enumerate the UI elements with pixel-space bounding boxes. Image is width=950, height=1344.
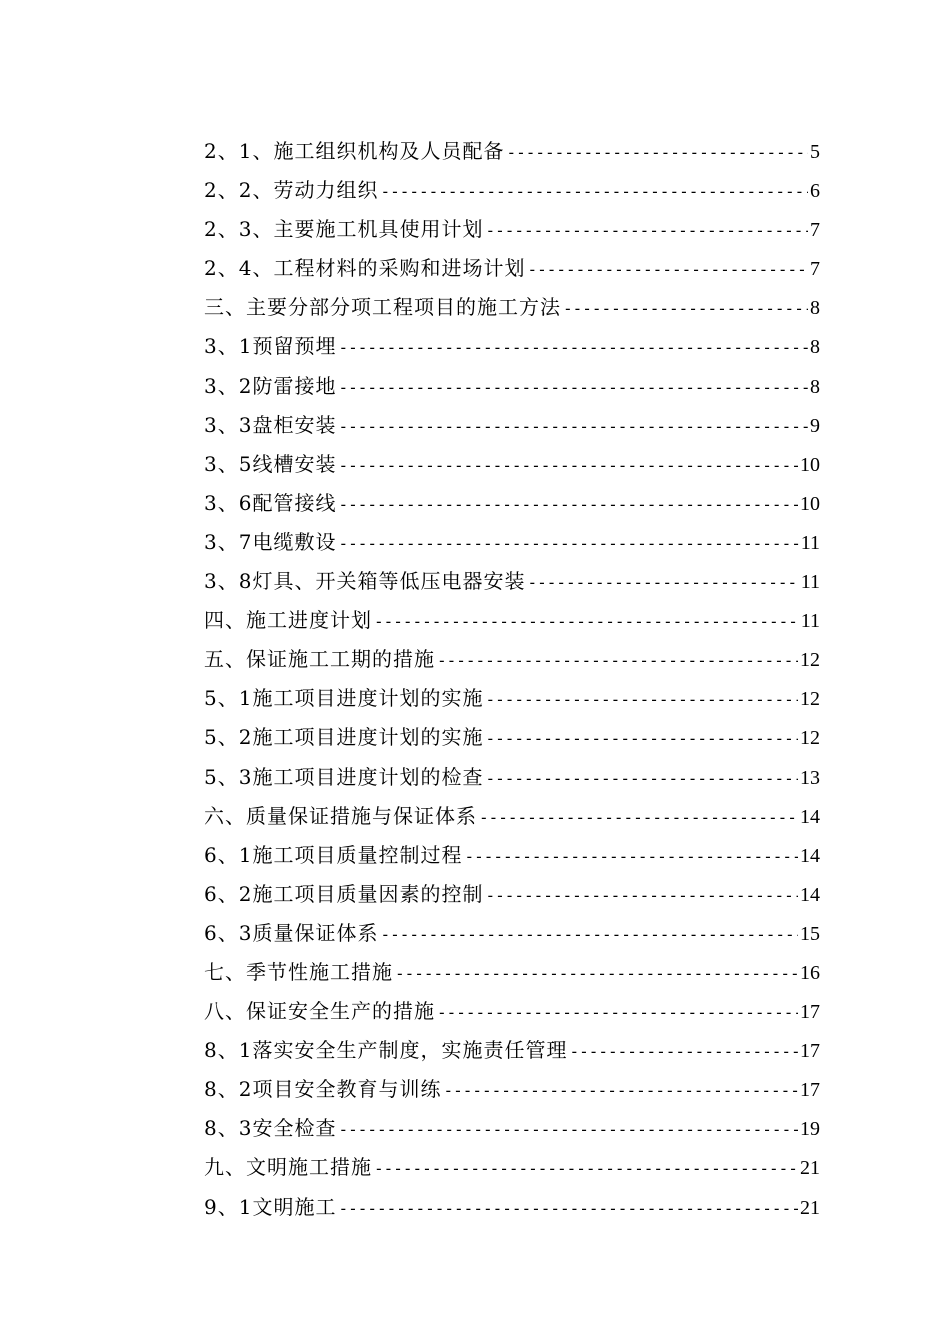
toc-entry-title: 8、2项目安全教育与训练 [204, 1077, 442, 1102]
toc-leader [338, 446, 798, 484]
toc-entry [204, 445, 820, 484]
toc-entry-page: 17 [800, 1001, 820, 1024]
toc-entry-title: 3、7电缆敷设 [204, 529, 337, 554]
toc-entry-page: 14 [800, 844, 820, 867]
toc-entry [204, 953, 820, 992]
toc-entry [204, 992, 820, 1031]
toc-leader [485, 211, 808, 249]
toc-entry [204, 1031, 820, 1070]
toc-entry-page: 11 [800, 571, 820, 594]
toc-leader [374, 1149, 798, 1187]
toc-entry-page: 5 [810, 141, 820, 163]
toc-entry [204, 1188, 820, 1227]
toc-entry [204, 171, 820, 210]
toc-leader [569, 1032, 798, 1070]
toc-leader [506, 133, 808, 171]
toc-entry-title: 四、施工进度计划 [204, 608, 372, 633]
toc-entry-title: 8、3安全检查 [204, 1116, 337, 1141]
toc-entry-title: 6、2施工项目质量因素的控制 [204, 881, 484, 906]
toc-entry [204, 640, 820, 679]
toc-entry-title: 8、1落实安全生产制度，实施责任管理 [204, 1038, 568, 1063]
toc-entry [204, 367, 820, 406]
toc-entry-title: 5、2施工项目进度计划的实施 [204, 725, 484, 750]
toc-entry [204, 1109, 820, 1148]
toc-leader [437, 641, 798, 679]
toc-entry-page: 15 [800, 922, 820, 945]
toc-leader [563, 289, 808, 327]
toc-entry-page: 8 [810, 336, 820, 359]
toc-entry-title: 六、质量保证措施与保证体系 [204, 803, 477, 828]
toc-leader [485, 719, 798, 757]
toc-entry-page: 21 [800, 1196, 820, 1219]
toc-leader [437, 993, 798, 1031]
toc-entry-page: 7 [810, 258, 820, 281]
toc-entry-page: 12 [800, 688, 820, 711]
toc-entry [204, 406, 820, 445]
toc-entry [204, 601, 820, 640]
toc-entry-page: 11 [800, 610, 820, 633]
toc-entry-page: 6 [810, 180, 820, 203]
toc-entry-title: 2、1、施工组织机构及人员配备 [204, 139, 505, 163]
toc-entry-title: 3、1预留预埋 [204, 334, 337, 359]
toc-entry-title: 2、4、工程材料的采购和进场计划 [204, 256, 526, 281]
toc-entry-title: 3、5线槽安装 [204, 451, 337, 476]
toc-entry-title: 3、2防雷接地 [204, 373, 337, 398]
toc-leader [338, 524, 798, 562]
toc-leader [527, 563, 798, 601]
toc-entry-title: 9、1文明施工 [204, 1194, 337, 1219]
toc-entry [204, 914, 820, 953]
toc-entry-title: 八、保证安全生产的措施 [204, 999, 435, 1024]
toc-entry [204, 484, 820, 523]
toc-entry-page: 13 [800, 766, 820, 789]
toc-entry-page: 12 [800, 727, 820, 750]
toc-leader [527, 250, 808, 288]
toc-leader [464, 837, 798, 875]
toc-entry-page: 14 [800, 805, 820, 828]
toc-entry-title: 6、3质量保证体系 [204, 920, 379, 945]
toc-entry-page: 12 [800, 649, 820, 672]
toc-entry-title: 3、3盘柜安装 [204, 412, 337, 437]
toc-entry [204, 836, 820, 875]
toc-entry [204, 718, 820, 757]
toc-entry [204, 288, 820, 327]
table-of-contents [204, 132, 820, 1227]
toc-leader [443, 1071, 798, 1109]
toc-entry-page: 9 [810, 414, 820, 437]
toc-leader [485, 680, 798, 718]
toc-entry [204, 327, 820, 366]
toc-entry [204, 249, 820, 288]
toc-entry-title: 3、8灯具、开关箱等低压电器安装 [204, 569, 526, 594]
toc-entry [204, 1148, 820, 1187]
toc-entry-page: 17 [800, 1079, 820, 1102]
toc-leader [338, 485, 798, 523]
toc-entry [204, 679, 820, 718]
toc-entry-page: 10 [800, 492, 820, 515]
toc-entry-page: 10 [800, 453, 820, 476]
toc-entry [204, 758, 820, 797]
toc-entry-title: 五、保证施工工期的措施 [204, 647, 435, 672]
toc-leader [338, 1110, 798, 1148]
toc-entry-page: 8 [810, 375, 820, 398]
toc-entry [204, 132, 820, 171]
toc-leader [485, 876, 798, 914]
toc-entry-title: 5、3施工项目进度计划的检查 [204, 764, 484, 789]
toc-leader [338, 407, 808, 445]
toc-entry-page: 7 [810, 219, 820, 242]
toc-leader [479, 798, 798, 836]
toc-entry-page: 11 [800, 531, 820, 554]
toc-entry-page: 8 [810, 297, 820, 320]
toc-entry-page: 21 [800, 1157, 820, 1180]
toc-entry [204, 210, 820, 249]
toc-entry-title: 2、2、劳动力组织 [204, 178, 379, 203]
toc-entry [204, 797, 820, 836]
toc-leader [395, 954, 798, 992]
toc-leader [338, 368, 808, 406]
toc-entry-page: 14 [800, 883, 820, 906]
toc-entry [204, 523, 820, 562]
toc-entry-title: 3、6配管接线 [204, 490, 337, 515]
toc-entry-title: 九、文明施工措施 [204, 1155, 372, 1180]
toc-leader [380, 915, 798, 953]
toc-entry-page: 16 [800, 961, 820, 984]
toc-entry-title: 6、1施工项目质量控制过程 [204, 842, 463, 867]
toc-entry-title: 5、1施工项目进度计划的实施 [204, 686, 484, 711]
toc-leader [338, 1189, 798, 1227]
toc-entry-page: 19 [800, 1118, 820, 1141]
toc-entry [204, 1070, 820, 1109]
toc-leader [485, 759, 798, 797]
toc-entry-page: 17 [800, 1040, 820, 1063]
toc-entry [204, 562, 820, 601]
toc-leader [374, 602, 799, 640]
toc-entry [204, 875, 820, 914]
toc-entry-title: 七、季节性施工措施 [204, 959, 393, 984]
toc-leader [380, 172, 808, 210]
toc-entry-title: 2、3、主要施工机具使用计划 [204, 217, 484, 242]
toc-entry-title: 三、主要分部分项工程项目的施工方法 [204, 295, 561, 320]
toc-leader [338, 328, 808, 366]
